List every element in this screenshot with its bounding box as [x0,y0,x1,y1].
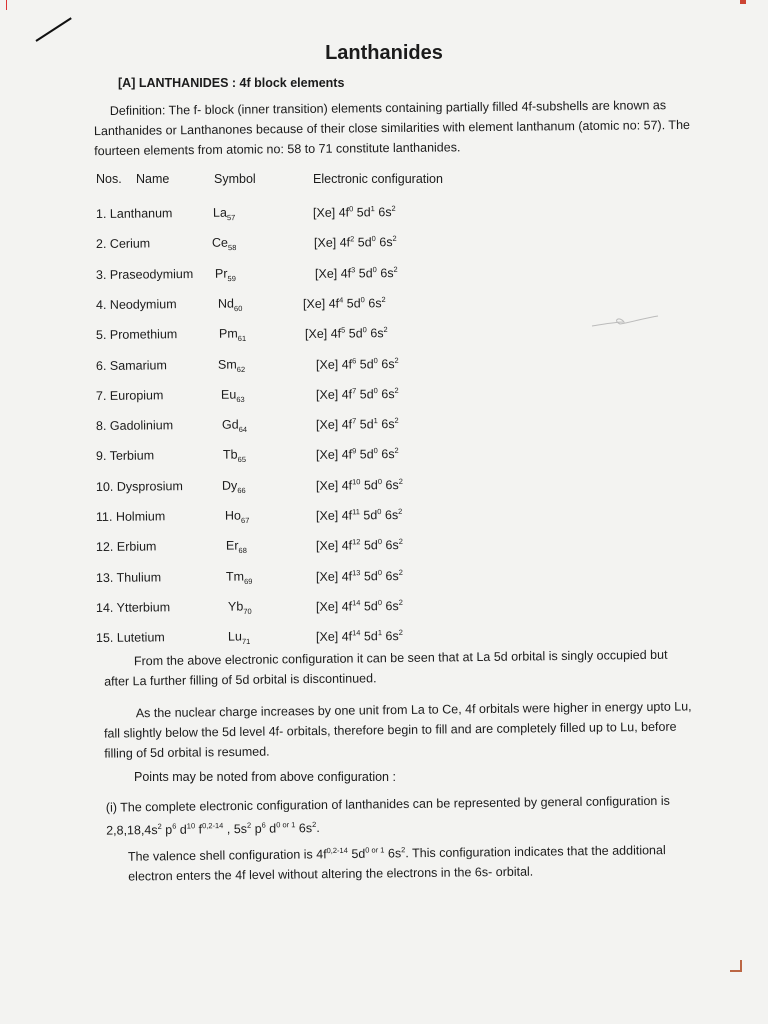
table-row [0,594,768,622]
element-symbol: $Pr_{59}$ [214,266,236,283]
element-symbol: $Dy_{66}$ [221,478,246,495]
points-intro: Points may be noted from above configuration : [134,770,396,784]
element-symbol: $La_{57}$ [212,205,236,223]
element-name: 2. Cerium [95,236,151,252]
electronic-configuration: [Xe] $4f^{14}$ $5d^1$ $6s^2$ [315,627,403,645]
pen-stroke [35,17,71,42]
corner-tick [730,960,742,972]
table-row [0,351,768,379]
element-name: 6. Samarium [95,357,167,373]
element-symbol: $Er_{68}$ [225,538,247,556]
electronic-configuration: [Xe] $4f^{14}$ $5d^0$ $6s^2$ [315,597,403,614]
table-row [0,503,768,531]
element-symbol: $Pm_{61}$ [218,326,247,344]
electronic-configuration: [Xe] $4f^0$ $5d^1$ $6s^2$ [312,203,396,220]
electronic-configuration: [Xe] $4f^6$ $5d^0$ $6s^2$ [315,355,399,372]
element-name: 7. Europium [95,388,164,403]
header-symbol: Symbol [214,172,256,186]
element-name: 8. Gadolinium [95,418,174,434]
point-2: The valence shell configuration is $4f^{0,2-14}$ $5d^{0 or 1}$ $6s^2$. This configuration indicates that the additional electron enters the 4f level without altering the electrons in the 6s- orbital. [127,843,666,884]
electronic-configuration: [Xe] $4f^9$ $5d^0$ $6s^2$ [315,446,399,463]
corner-mark [740,0,746,4]
header-config: Electronic configuration [313,172,443,186]
element-name: 11. Holmium [95,509,166,525]
element-symbol: $Gd_{64}$ [221,417,248,435]
table-row [0,261,768,289]
element-symbol: $Ho_{67}$ [224,508,250,525]
electronic-configuration: [Xe] $4f^2$ $5d^0$ $6s^2$ [313,234,397,251]
element-symbol: $Lu_{71}$ [227,629,251,647]
electronic-configuration: [Xe] $4f^{12}$ $5d^0$ $6s^2$ [315,537,403,554]
element-symbol: $Tm_{69}$ [225,569,253,586]
electronic-configuration: [Xe] $4f^{13}$ $5d^0$ $6s^2$ [315,567,403,584]
element-name: 12. Erbium [95,539,157,555]
electronic-configuration: [Xe] $4f^4$ $5d^0$ $6s^2$ [302,294,386,311]
electronic-configuration: [Xe] $4f^7$ $5d^1$ $6s^2$ [315,415,399,432]
element-name: 9. Terbium [95,448,155,464]
table-row [0,473,768,501]
point-1 [106,790,700,840]
table-row [0,230,768,258]
electronic-configuration: [Xe] $4f^3$ $5d^0$ $6s^2$ [314,264,398,281]
table-row [0,442,768,470]
paragraph-2: As the nuclear charge increases by one unit from La to Ce, 4f orbitals were higher in energy upto Lu, fall slightly below the 5d level 4f- orbitals, therefore begin to fill and are completely filled up to Lu, before filling of 5d orbital is resumed. [103,699,692,761]
element-name: 15. Lutetium [95,630,165,646]
point-1-formula: $2,8,18,4s^2$ $p^6$ $d^{10}$ $f^{0,2-14}$ , $5s^2$ $p^6$ $d^{0 or 1}$ $6s^2$. [106,820,320,838]
header-name: Name [136,172,170,186]
element-name: 4. Neodymium [95,297,177,312]
page-title: Lanthanides [325,42,443,64]
table-row [0,533,768,561]
element-symbol: $Sm_{62}$ [217,357,246,374]
table-row [0,382,768,410]
element-symbol: $Yb_{70}$ [227,599,252,616]
table-row [0,200,768,228]
element-name: 10. Dysprosium [95,478,183,494]
table-row [0,564,768,592]
electronic-configuration: [Xe] $4f^{10}$ $5d^0$ $6s^2$ [315,476,403,493]
element-symbol: $Nd_{60}$ [217,296,243,313]
element-name: 3. Praseodymium [95,266,194,282]
electronic-configuration: [Xe] $4f^{11}$ $5d^0$ $6s^2$ [315,506,403,523]
electronic-configuration: [Xe] $4f^7$ $5d^0$ $6s^2$ [315,385,399,402]
element-name: 14. Ytterbium [95,600,171,615]
paragraph-1: From the above electronic configuration it can be seen that at La 5d orbital is singly occupied but after La further filling of 5d orbital is discontinued. [104,647,668,689]
definition-paragraph: Definition: The f- block (inner transition) elements containing partially filled 4f-subshells are known as Lanthanides or Lanthanones because of their close similarities with element lanthanum (atomic no: 57). The fourteen elements from atomic no: 58 to 71 constitute lanthanides. [93,98,691,159]
element-name: 13. Thulium [95,569,162,585]
element-name: 1. Lanthanum [95,206,173,222]
element-symbol: $Ce_{58}$ [211,235,237,253]
margin-mark [6,0,7,10]
table-row [0,321,768,349]
element-name: 5. Promethium [95,327,178,343]
header-nos: Nos. [96,172,122,186]
table-row [0,412,768,440]
electronic-configuration: [Xe] $4f^5$ $5d^0$ $6s^2$ [304,325,388,342]
element-symbol: $Tb_{65}$ [222,447,247,465]
element-symbol: $Eu_{63}$ [220,387,245,404]
point-1-text: (i) The complete electronic configuration of lanthanides can be represented by general configuration is [105,793,670,815]
section-heading: [A] LANTHANIDES : 4f block elements [118,76,345,90]
